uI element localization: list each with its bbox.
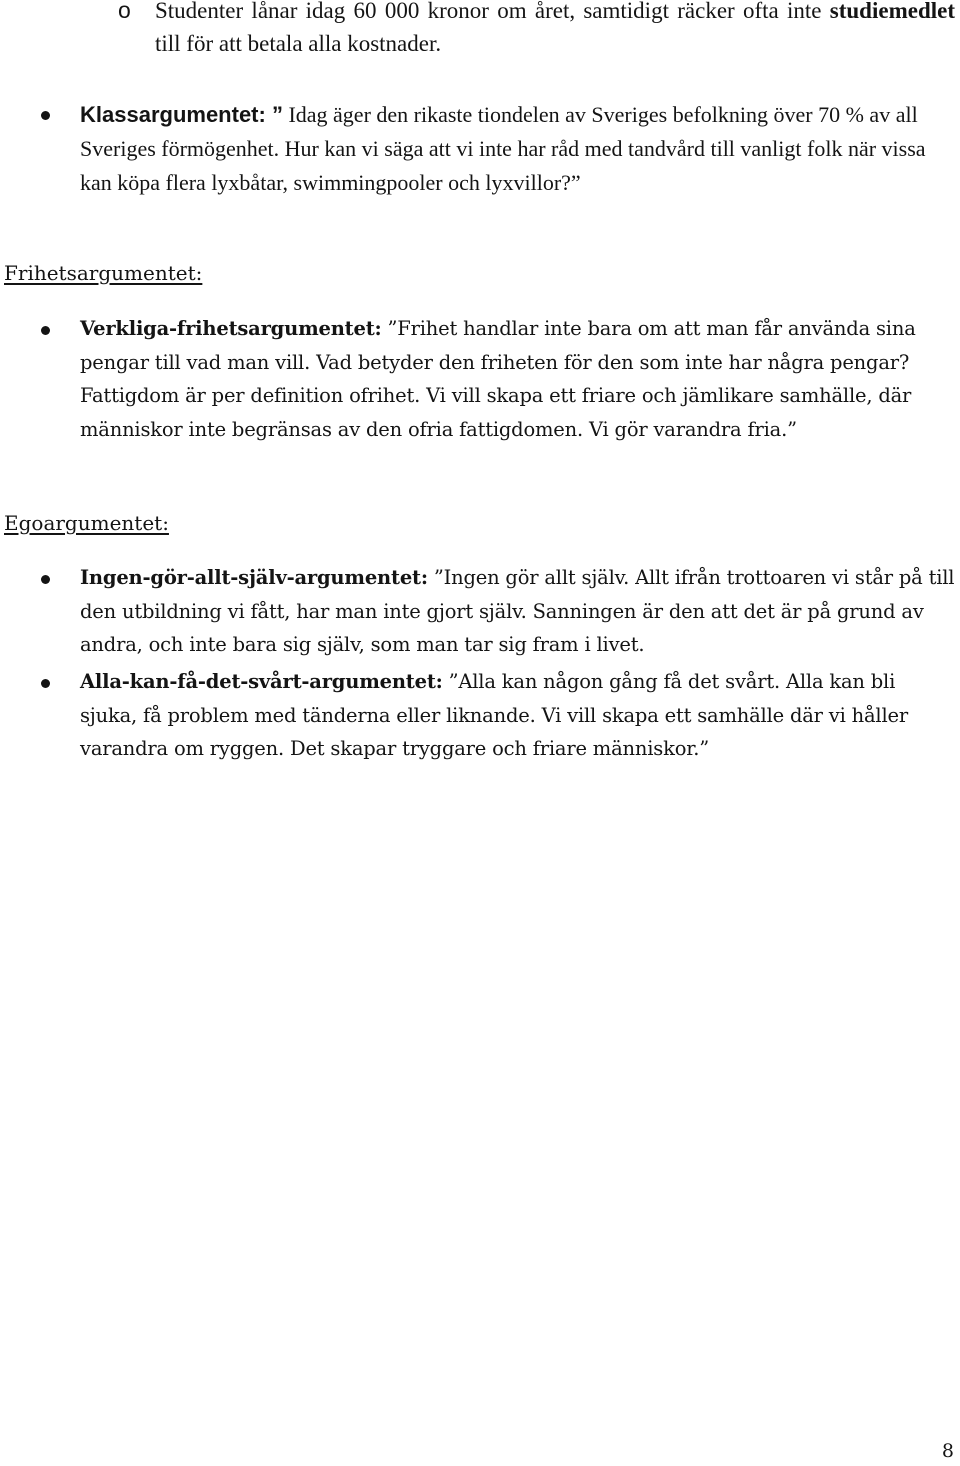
student-loan-text-a: Studenter lånar idag 60 000 kronor om året, samtidigt räcker ofta inte: [155, 0, 830, 23]
frihet-text: ”Frihet handlar inte bara om att man får använda sina pengar till vad man vill. Vad betyder den friheten för den som inte har några pengar? Fattigdom är per definition ofrihet. Vi vill skapa ett friare och jämlikare samhälle, där människor inte begränsas av den ofria fattigdomen. Vi gör varandra fria.”: [80, 317, 916, 441]
heading-egoargumentet: Egoargumentet:: [4, 511, 169, 535]
alla-label: Alla-kan-få-det-svårt-argumentet:: [80, 670, 443, 693]
klass-text: Idag äger den rikaste tiondelen av Sveriges befolkning över 70 % av all Sveriges förmögenhet. Hur kan vi säga att vi inte har råd med tandvård till vanligt folk när vissa kan köpa flera lyxbåtar, swimmingpooler och lyxvillor?”: [80, 102, 926, 195]
alla-paragraph: [80, 665, 958, 766]
heading-frihetsargumentet: Frihetsargumentet:: [4, 261, 203, 285]
student-loan-text-b: till för att betala alla kostnader.: [155, 31, 442, 56]
frihet-paragraph: [80, 312, 958, 446]
ingen-label: Ingen-gör-allt-själv-argumentet:: [80, 566, 428, 589]
klass-label: Klassargumentet: ”: [80, 102, 283, 127]
bullet-icon: [41, 575, 50, 584]
ingen-paragraph: [80, 561, 958, 662]
bullet-icon: [41, 679, 50, 688]
frihet-label: Verkliga-frihetsargumentet:: [80, 317, 382, 340]
klass-paragraph: [80, 98, 958, 200]
sub-bullet-marker: o: [118, 0, 131, 23]
bullet-icon: [41, 111, 50, 120]
alla-text: ”Alla kan någon gång få det svårt. Alla kan bli sjuka, få problem med tänderna eller liknande. Vi vill skapa ett samhälle där vi håller varandra om ryggen. Det skapar tryggare och friare människor.”: [80, 670, 908, 760]
bullet-icon: [41, 326, 50, 335]
student-loan-paragraph: [155, 0, 955, 60]
ingen-text: ”Ingen gör allt själv. Allt ifrån trottoaren vi står på till den utbildning vi fått, har man inte gjort själv. Sanningen är den att det är på grund av andra, och inte bara sig själv, som man tar sig fram i livet.: [80, 566, 955, 656]
page-number: 8: [941, 1440, 954, 1462]
student-loan-bold: studiemedlet: [829, 0, 955, 23]
